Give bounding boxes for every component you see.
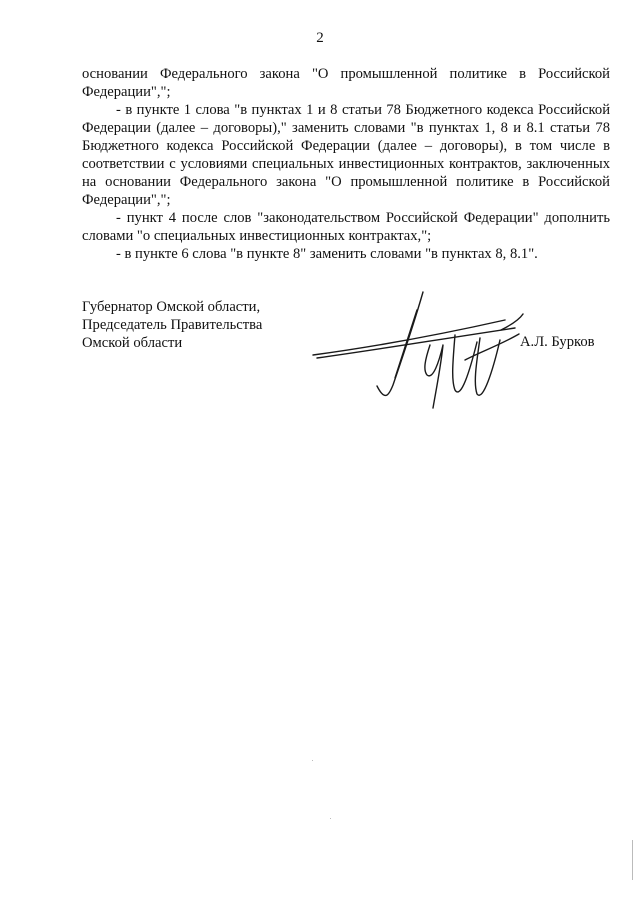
scan-edge-mark: [632, 840, 633, 880]
signer-title-line-1: Губернатор Омской области,: [82, 299, 261, 315]
document-body: [82, 65, 610, 263]
signer-name: А.Л. Бурков: [520, 334, 595, 350]
paragraph-continuation: основании Федерального закона "О промышленной политике в Российской Федерации",";: [82, 66, 610, 100]
paragraph-amendment-2: - пункт 4 после слов "законодательством Российской Федерации" дополнить словами "о специальных инвестиционных контрактах,";: [82, 210, 610, 244]
scan-speck: [312, 760, 313, 761]
signature-block: [82, 298, 262, 352]
scan-speck: [330, 818, 331, 819]
paragraph-amendment-3: - в пункте 6 слова "в пункте 8" заменить словами "в пунктах 8, 8.1".: [116, 246, 538, 262]
signer-title-line-2: Председатель Правительства: [82, 317, 263, 333]
signer-title-line-3: Омской области: [82, 335, 183, 351]
handwritten-signature: [305, 290, 530, 415]
page-number: 2: [316, 30, 324, 46]
paragraph-amendment-1: - в пункте 1 слова "в пунктах 1 и 8 статьи 78 Бюджетного кодекса Российской Федерации (далее – договоры)," заменить словами "в пунктах 1, 8 и 8.1 статьи 78 Бюджетного кодекса Российской Федерации (далее – договоры), в том числе в соответствии с условиями специальных инвестиционных контрактов, заключенных на основании Федерального закона "О промышленной политике в Российской Федерации",";: [82, 102, 610, 208]
